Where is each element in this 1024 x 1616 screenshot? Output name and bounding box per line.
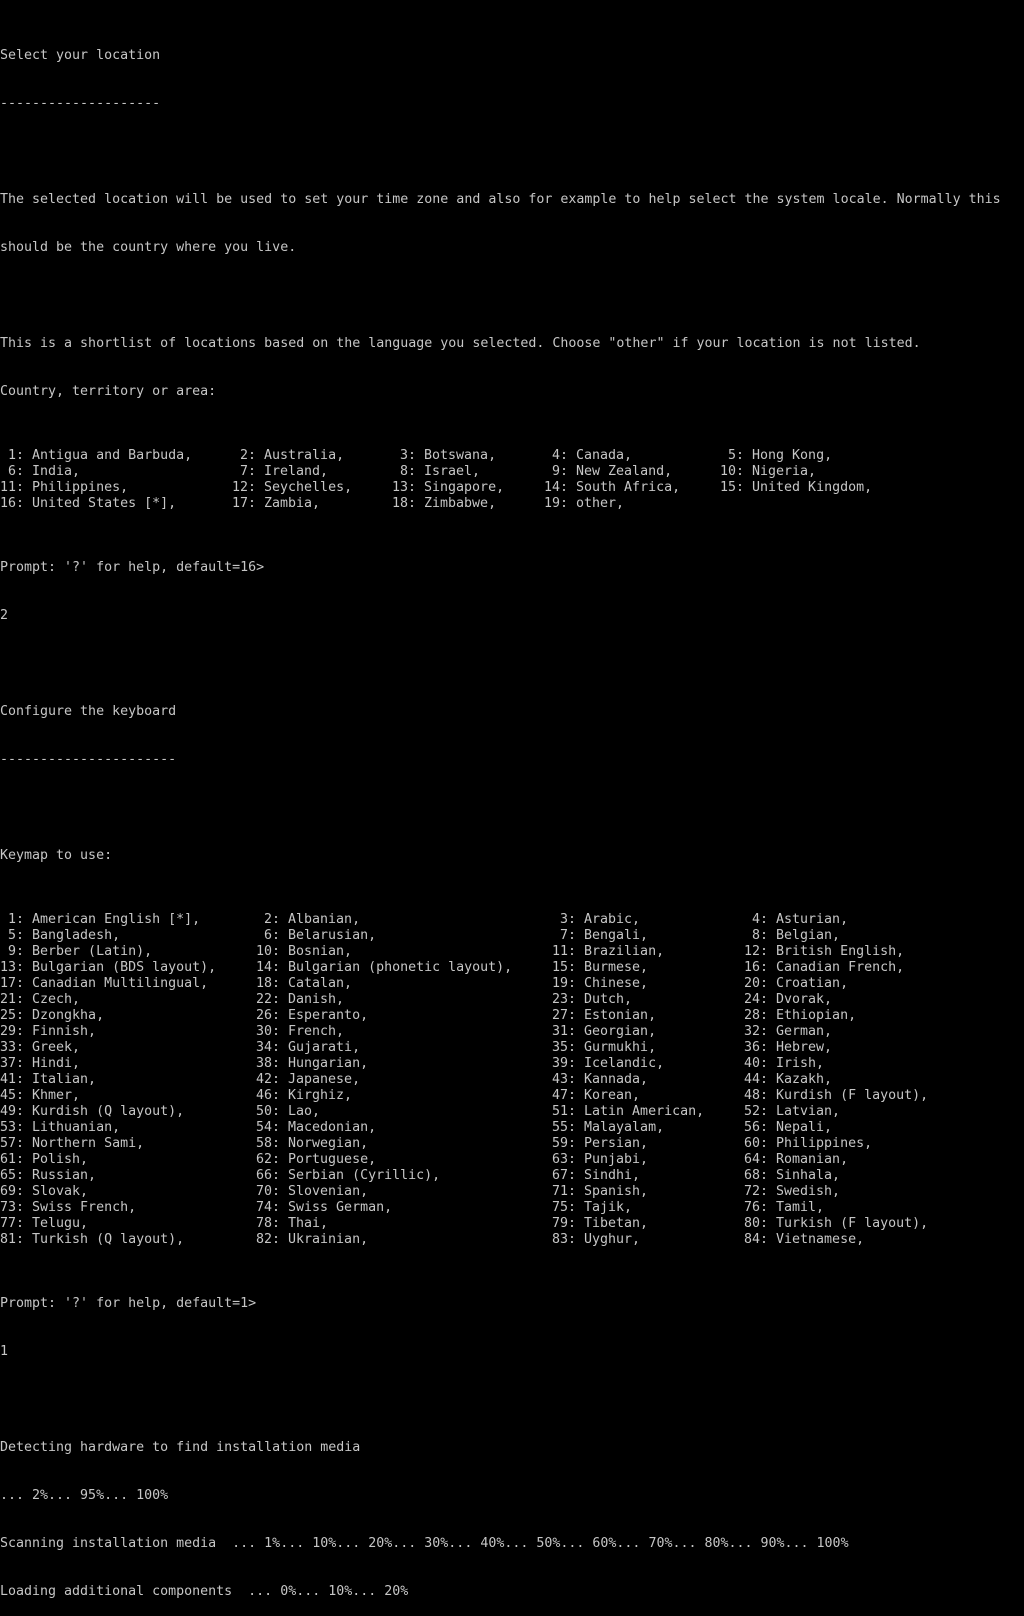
- keymap-option: 45: Khmer,: [0, 1088, 81, 1103]
- location-prompt: Prompt: '?' for help, default=16>: [0, 560, 265, 575]
- keymap-row: [0, 1200, 1024, 1216]
- blank-line: [0, 144, 1024, 160]
- keymap-option: 20: Croatian,: [744, 976, 849, 991]
- keymap-option: 34: Gujarati,: [256, 1040, 361, 1055]
- keymap-option: 72: Swedish,: [744, 1184, 841, 1199]
- keymap-option: 35: Gurmukhi,: [552, 1040, 657, 1055]
- keymap-row: [0, 960, 1024, 976]
- keymap-row: [0, 1008, 1024, 1024]
- keymap-option: 53: Lithuanian,: [0, 1120, 121, 1135]
- keymap-row: [0, 1184, 1024, 1200]
- keymap-option: 67: Sindhi,: [552, 1168, 641, 1183]
- keymap-option: 54: Macedonian,: [256, 1120, 377, 1135]
- country-option: 8: Israel,: [392, 464, 481, 479]
- country-label: Country, territory or area:: [0, 384, 217, 399]
- keymap-option: 58: Norwegian,: [256, 1136, 369, 1151]
- keymap-option: 15: Burmese,: [552, 960, 649, 975]
- keymap-option: 55: Malayalam,: [552, 1120, 665, 1135]
- keymap-row: [0, 1152, 1024, 1168]
- keyboard-prompt: Prompt: '?' for help, default=1>: [0, 1296, 257, 1311]
- keymap-option: 75: Tajik,: [552, 1200, 633, 1215]
- country-option: 14: South Africa,: [544, 480, 681, 495]
- country-option: 17: Zambia,: [232, 496, 321, 511]
- country-option: 4: Canada,: [544, 448, 633, 463]
- keymap-option: 49: Kurdish (Q layout),: [0, 1104, 185, 1119]
- keymap-row: [0, 928, 1024, 944]
- keymap-row: [0, 944, 1024, 960]
- keymap-option: 61: Polish,: [0, 1152, 89, 1167]
- keyboard-title: Configure the keyboard: [0, 704, 177, 719]
- keymap-row: [0, 1072, 1024, 1088]
- keymap-option: 77: Telugu,: [0, 1216, 89, 1231]
- keymap-option: 32: German,: [744, 1024, 833, 1039]
- country-option: 13: Singapore,: [392, 480, 505, 495]
- blank-line: [0, 656, 1024, 672]
- country-row: [0, 464, 1024, 480]
- keymap-option: 13: Bulgarian (BDS layout),: [0, 960, 217, 975]
- keymap-option: 18: Catalan,: [256, 976, 353, 991]
- keymap-row: [0, 1120, 1024, 1136]
- country-option: 7: Ireland,: [232, 464, 329, 479]
- keymap-option: 80: Turkish (F layout),: [744, 1216, 929, 1231]
- keymap-option: 63: Punjabi,: [552, 1152, 649, 1167]
- keymap-option: 6: Belarusian,: [256, 928, 377, 943]
- blank-line: [0, 800, 1024, 816]
- keymap-option: 37: Hindi,: [0, 1056, 81, 1071]
- keymap-option: 44: Kazakh,: [744, 1072, 833, 1087]
- detecting-hardware-text: Detecting hardware to find installation media: [0, 1440, 361, 1455]
- keymap-option: 12: British English,: [744, 944, 905, 959]
- keymap-option: 23: Dutch,: [552, 992, 633, 1007]
- keymap-row: [0, 1024, 1024, 1040]
- keymap-option: 59: Persian,: [552, 1136, 649, 1151]
- keymap-option: 19: Chinese,: [552, 976, 649, 991]
- keymap-option: 73: Swiss French,: [0, 1200, 137, 1215]
- keymap-option: 40: Irish,: [744, 1056, 825, 1071]
- country-option-list: [0, 448, 1024, 512]
- keymap-option: 33: Greek,: [0, 1040, 81, 1055]
- terminal-screen: [0, 16, 1024, 1616]
- keymap-option: 68: Sinhala,: [744, 1168, 841, 1183]
- keymap-option: 2: Albanian,: [256, 912, 361, 927]
- keymap-row: [0, 976, 1024, 992]
- keymap-row: [0, 1040, 1024, 1056]
- location-title-underline: --------------------: [0, 96, 161, 111]
- keymap-option: 70: Slovenian,: [256, 1184, 369, 1199]
- keyboard-answer-input[interactable]: 1: [0, 1344, 9, 1359]
- country-option: 12: Seychelles,: [232, 480, 353, 495]
- keymap-option: 31: Georgian,: [552, 1024, 657, 1039]
- keymap-option: 47: Korean,: [552, 1088, 641, 1103]
- keymap-option: 10: Bosnian,: [256, 944, 353, 959]
- keymap-option: 78: Thai,: [256, 1216, 329, 1231]
- keymap-option: 62: Portuguese,: [256, 1152, 377, 1167]
- location-description-line-2: should be the country where you live.: [0, 240, 297, 255]
- location-answer-input[interactable]: 2: [0, 608, 9, 623]
- country-option: 6: India,: [0, 464, 81, 479]
- country-option: 16: United States [*],: [0, 496, 177, 511]
- keymap-option: 4: Asturian,: [744, 912, 849, 927]
- keymap-option: 26: Esperanto,: [256, 1008, 369, 1023]
- detecting-progress-text: ... 2%... 95%... 100%: [0, 1488, 169, 1503]
- keymap-option: 24: Dvorak,: [744, 992, 833, 1007]
- country-option: 3: Botswana,: [392, 448, 497, 463]
- keymap-option: 52: Latvian,: [744, 1104, 841, 1119]
- keymap-option: 16: Canadian French,: [744, 960, 905, 975]
- keyboard-title-underline: ----------------------: [0, 752, 177, 767]
- keymap-option: 64: Romanian,: [744, 1152, 849, 1167]
- keymap-option: 66: Serbian (Cyrillic),: [256, 1168, 441, 1183]
- keymap-option: 17: Canadian Multilingual,: [0, 976, 209, 991]
- country-option: 9: New Zealand,: [544, 464, 673, 479]
- location-description-line-1: The selected location will be used to set your time zone and also for example to help select the system locale. Normally this: [0, 192, 1001, 207]
- keymap-option: 57: Northern Sami,: [0, 1136, 145, 1151]
- keymap-option-list: [0, 912, 1024, 1248]
- keymap-option: 56: Nepali,: [744, 1120, 833, 1135]
- keymap-option: 74: Swiss German,: [256, 1200, 393, 1215]
- keymap-option: 42: Japanese,: [256, 1072, 361, 1087]
- keymap-option: 22: Danish,: [256, 992, 345, 1007]
- country-option: 2: Australia,: [232, 448, 345, 463]
- keymap-option: 3: Arabic,: [552, 912, 641, 927]
- keymap-option: 43: Kannada,: [552, 1072, 649, 1087]
- keymap-option: 48: Kurdish (F layout),: [744, 1088, 929, 1103]
- keymap-row: [0, 1216, 1024, 1232]
- keymap-row: [0, 1056, 1024, 1072]
- keymap-option: 84: Vietnamese,: [744, 1232, 865, 1247]
- country-option: 1: Antigua and Barbuda,: [0, 448, 193, 463]
- keymap-option: 41: Italian,: [0, 1072, 97, 1087]
- keymap-option: 9: Berber (Latin),: [0, 944, 153, 959]
- keymap-option: 7: Bengali,: [552, 928, 649, 943]
- keymap-option: 83: Uyghur,: [552, 1232, 641, 1247]
- country-option: 18: Zimbabwe,: [392, 496, 497, 511]
- location-shortlist-text: This is a shortlist of locations based on the language you selected. Choose "other" if your location is not listed.: [0, 336, 921, 351]
- keymap-row: [0, 1168, 1024, 1184]
- keymap-option: 14: Bulgarian (phonetic layout),: [256, 960, 513, 975]
- keymap-option: 8: Belgian,: [744, 928, 841, 943]
- keymap-option: 81: Turkish (Q layout),: [0, 1232, 185, 1247]
- country-row: [0, 496, 1024, 512]
- location-title: Select your location: [0, 48, 161, 63]
- keymap-option: 60: Philippines,: [744, 1136, 873, 1151]
- country-row: [0, 448, 1024, 464]
- keymap-option: 39: Icelandic,: [552, 1056, 665, 1071]
- keymap-option: 27: Estonian,: [552, 1008, 657, 1023]
- keymap-row: [0, 1104, 1024, 1120]
- scanning-media-progress: Scanning installation media ... 1%... 10%... 20%... 30%... 40%... 50%... 60%... 70%... 80%... 90%... 100%: [0, 1536, 849, 1551]
- keymap-option: 21: Czech,: [0, 992, 81, 1007]
- keymap-label: Keymap to use:: [0, 848, 113, 863]
- keymap-row: [0, 1232, 1024, 1248]
- keymap-row: [0, 1088, 1024, 1104]
- keymap-option: 5: Bangladesh,: [0, 928, 121, 943]
- keymap-option: 11: Brazilian,: [552, 944, 665, 959]
- keymap-row: [0, 992, 1024, 1008]
- keymap-option: 65: Russian,: [0, 1168, 97, 1183]
- country-option: 5: Hong Kong,: [720, 448, 833, 463]
- keymap-option: 76: Tamil,: [744, 1200, 825, 1215]
- keymap-option: 36: Hebrew,: [744, 1040, 833, 1055]
- country-option: 11: Philippines,: [0, 480, 129, 495]
- keymap-option: 29: Finnish,: [0, 1024, 97, 1039]
- keymap-option: 28: Ethiopian,: [744, 1008, 857, 1023]
- keymap-option: 79: Tibetan,: [552, 1216, 649, 1231]
- country-option: 10: Nigeria,: [720, 464, 817, 479]
- keymap-row: [0, 912, 1024, 928]
- keymap-option: 25: Dzongkha,: [0, 1008, 105, 1023]
- country-option: 19: other,: [544, 496, 625, 511]
- keymap-option: 51: Latin American,: [552, 1104, 705, 1119]
- blank-line: [0, 288, 1024, 304]
- country-row: [0, 480, 1024, 496]
- keymap-option: 46: Kirghiz,: [256, 1088, 353, 1103]
- keymap-option: 69: Slovak,: [0, 1184, 89, 1199]
- loading-components-progress: Loading additional components ... 0%... 10%... 20%: [0, 1584, 409, 1599]
- keymap-option: 71: Spanish,: [552, 1184, 649, 1199]
- keymap-option: 38: Hungarian,: [256, 1056, 369, 1071]
- keymap-option: 50: Lao,: [256, 1104, 321, 1119]
- country-option: 15: United Kingdom,: [720, 480, 873, 495]
- keymap-option: 30: French,: [256, 1024, 345, 1039]
- keymap-option: 82: Ukrainian,: [256, 1232, 369, 1247]
- keymap-row: [0, 1136, 1024, 1152]
- blank-line: [0, 1392, 1024, 1408]
- keymap-option: 1: American English [*],: [0, 912, 201, 927]
